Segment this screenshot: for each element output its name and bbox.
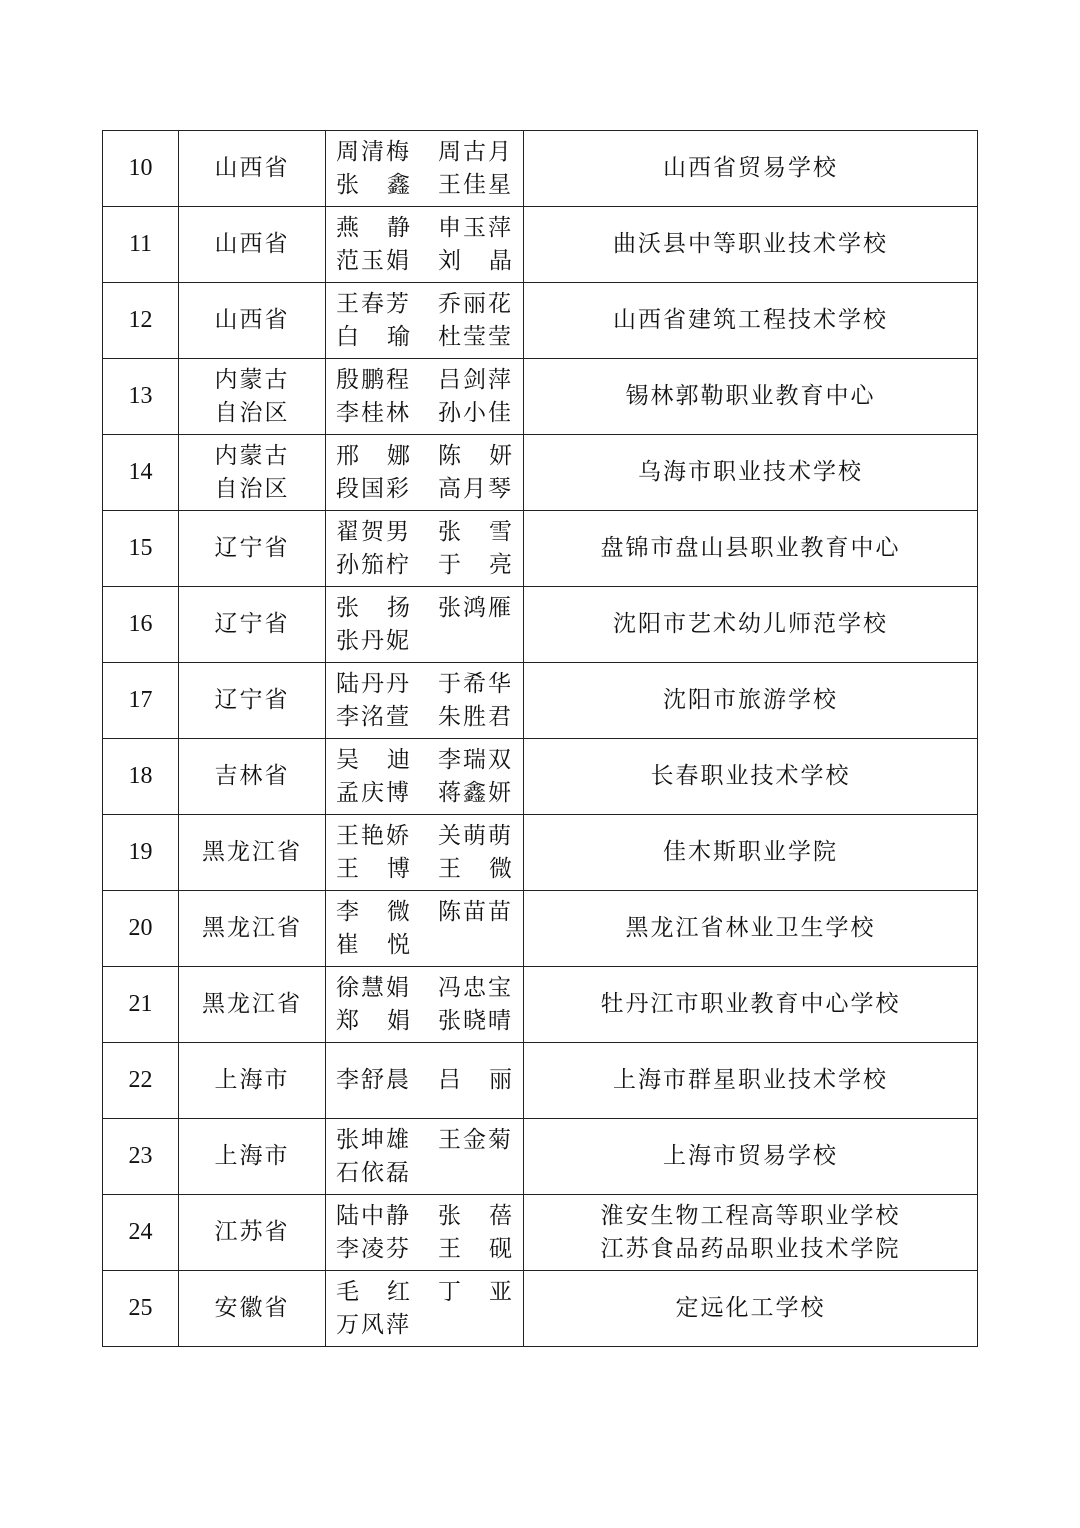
- person-name: 殷鹏程: [336, 366, 411, 393]
- person-name: 张 雪: [438, 518, 512, 545]
- names-cell: [326, 815, 524, 891]
- school-name: 上海市群星职业技术学校: [613, 1067, 888, 1093]
- person-name: 吕剑萍: [438, 366, 513, 393]
- person-name: 于 亮: [438, 551, 512, 578]
- person-name: 崔 悦: [336, 931, 410, 958]
- table-row: [103, 1195, 978, 1271]
- names-line: [336, 701, 523, 734]
- person-name: 张 扬: [336, 594, 410, 621]
- person-name: 陆中静: [336, 1202, 411, 1229]
- person-name: 丁 亚: [438, 1278, 512, 1305]
- person-name: 王 微: [438, 855, 512, 882]
- province-line: 江苏省: [214, 1219, 290, 1245]
- names-cell: [326, 1271, 524, 1347]
- school-cell: [524, 1119, 978, 1195]
- province-line: 上海市: [214, 1143, 290, 1169]
- school-name: 山西省建筑工程技术学校: [613, 307, 888, 333]
- person-name: 万风萍: [336, 1311, 411, 1338]
- school-name: 定远化工学校: [675, 1295, 826, 1321]
- table-row: [103, 587, 978, 663]
- school-cell: [524, 511, 978, 587]
- awards-table: [102, 130, 978, 1347]
- row-number: 23: [103, 1119, 179, 1195]
- table-row: [103, 359, 978, 435]
- person-name: 孙小佳: [438, 399, 513, 426]
- names-line: [336, 668, 523, 701]
- person-name: 范玉娟: [336, 247, 411, 274]
- table-row: [103, 435, 978, 511]
- table-row: [103, 1119, 978, 1195]
- province-line: 辽宁省: [214, 687, 290, 713]
- school-cell: [524, 1271, 978, 1347]
- school-name: 上海市贸易学校: [663, 1143, 838, 1169]
- school-cell: [524, 131, 978, 207]
- person-name: 乔丽花: [438, 290, 513, 317]
- school-cell: [524, 435, 978, 511]
- person-name: 张坤雄: [336, 1126, 411, 1153]
- person-name: 王金菊: [438, 1126, 513, 1153]
- school-cell: [524, 891, 978, 967]
- names-cell: [326, 1195, 524, 1271]
- person-name: 冯忠宝: [438, 974, 513, 1001]
- names-line: [336, 245, 523, 278]
- person-name: 段国彩: [336, 475, 411, 502]
- person-name: 王春芳: [336, 290, 411, 317]
- row-number: 25: [103, 1271, 179, 1347]
- school-name: 锡林郭勒职业教育中心: [625, 383, 876, 409]
- person-name: 周清梅: [336, 138, 411, 165]
- province-line: 自治区: [214, 399, 290, 426]
- province-cell: [179, 1043, 326, 1119]
- row-number: 24: [103, 1195, 179, 1271]
- school-cell: [524, 1043, 978, 1119]
- names-line: [336, 364, 523, 397]
- table-row: [103, 131, 978, 207]
- person-name: [438, 1309, 512, 1342]
- person-name: 陈苗苗: [438, 898, 513, 925]
- province-cell: [179, 283, 326, 359]
- person-name: 孟庆博: [336, 779, 411, 806]
- names-line: [336, 212, 523, 245]
- table-row: [103, 815, 978, 891]
- school-cell: [524, 359, 978, 435]
- names-line: [336, 1200, 523, 1233]
- names-line: [336, 1064, 523, 1097]
- row-number: 13: [103, 359, 179, 435]
- names-cell: [326, 587, 524, 663]
- province-cell: [179, 1119, 326, 1195]
- names-line: [336, 853, 523, 886]
- names-cell: [326, 663, 524, 739]
- person-name: 张丹妮: [336, 627, 411, 654]
- table-body: [103, 131, 978, 1347]
- person-name: 石依磊: [336, 1159, 411, 1186]
- row-number: 15: [103, 511, 179, 587]
- names-cell: [326, 359, 524, 435]
- person-name: 毛 红: [336, 1278, 410, 1305]
- school-name: 山西省贸易学校: [663, 155, 838, 181]
- province-cell: [179, 1271, 326, 1347]
- names-cell: [326, 739, 524, 815]
- person-name: 张鸿雁: [438, 594, 513, 621]
- person-name: 徐慧娟: [336, 974, 411, 1001]
- province-line: 黑龙江省: [202, 991, 302, 1017]
- names-line: [336, 136, 523, 169]
- province-line: 安徽省: [214, 1295, 290, 1321]
- province-line: 辽宁省: [214, 611, 290, 637]
- province-cell: [179, 967, 326, 1043]
- province-line: 内蒙古: [214, 442, 290, 469]
- school-cell: [524, 283, 978, 359]
- person-name: 李洺萱: [336, 703, 411, 730]
- province-line: 山西省: [214, 155, 290, 181]
- names-line: [336, 473, 523, 506]
- table-row: [103, 207, 978, 283]
- row-number: 18: [103, 739, 179, 815]
- person-name: 张 鑫: [336, 171, 410, 198]
- table-row: [103, 283, 978, 359]
- table-row: [103, 1271, 978, 1347]
- province-line: 辽宁省: [214, 535, 290, 561]
- province-cell: [179, 511, 326, 587]
- names-line: [336, 321, 523, 354]
- names-cell: [326, 891, 524, 967]
- person-name: 朱胜君: [438, 703, 513, 730]
- names-line: [336, 1005, 523, 1038]
- school-name: 黑龙江省林业卫生学校: [625, 915, 876, 941]
- row-number: 16: [103, 587, 179, 663]
- person-name: 刘 晶: [438, 247, 512, 274]
- school-cell: [524, 815, 978, 891]
- province-line: 黑龙江省: [202, 839, 302, 865]
- school-name: 长春职业技术学校: [650, 763, 851, 789]
- names-line: [336, 516, 523, 549]
- names-line: [336, 288, 523, 321]
- person-name: 王 博: [336, 855, 410, 882]
- province-cell: [179, 663, 326, 739]
- names-line: [336, 972, 523, 1005]
- names-cell: [326, 1043, 524, 1119]
- names-line: [336, 1276, 523, 1309]
- person-name: 郑 娟: [336, 1007, 410, 1034]
- names-cell: [326, 435, 524, 511]
- person-name: 李舒晨: [336, 1067, 411, 1093]
- school-name: 沈阳市艺术幼儿师范学校: [613, 611, 888, 637]
- province-cell: [179, 207, 326, 283]
- names-cell: [326, 283, 524, 359]
- names-line: [336, 549, 523, 582]
- person-name: 陆丹丹: [336, 670, 411, 697]
- person-name: 燕 静: [336, 214, 410, 241]
- row-number: 22: [103, 1043, 179, 1119]
- person-name: 王佳星: [438, 171, 513, 198]
- names-line: [336, 744, 523, 777]
- names-line: [336, 592, 523, 625]
- person-name: 李瑞双: [438, 746, 513, 773]
- person-name: 李凌芬: [336, 1235, 411, 1262]
- province-line: 吉林省: [214, 763, 290, 789]
- person-name: 李桂林: [336, 399, 411, 426]
- province-cell: [179, 739, 326, 815]
- province-cell: [179, 359, 326, 435]
- school-cell: [524, 1195, 978, 1271]
- names-line: [336, 1309, 523, 1342]
- province-line: 黑龙江省: [202, 915, 302, 941]
- names-line: [336, 169, 523, 202]
- row-number: 21: [103, 967, 179, 1043]
- province-cell: [179, 891, 326, 967]
- row-number: 14: [103, 435, 179, 511]
- names-line: [336, 777, 523, 810]
- names-line: [336, 397, 523, 430]
- row-number: 11: [103, 207, 179, 283]
- person-name: 于希华: [438, 670, 513, 697]
- person-name: 陈 妍: [438, 442, 512, 469]
- person-name: 翟贺男: [336, 518, 411, 545]
- school-name: 佳木斯职业学院: [663, 839, 838, 865]
- row-number: 17: [103, 663, 179, 739]
- row-number: 19: [103, 815, 179, 891]
- school-name: 江苏食品药品职业技术学院: [600, 1235, 901, 1262]
- province-line: 山西省: [214, 231, 290, 257]
- school-cell: [524, 739, 978, 815]
- names-line: [336, 1157, 523, 1190]
- province-line: 山西省: [214, 307, 290, 333]
- school-name: 曲沃县中等职业技术学校: [613, 231, 888, 257]
- person-name: 吕 丽: [438, 1067, 512, 1093]
- school-cell: [524, 587, 978, 663]
- person-name: [438, 929, 512, 962]
- row-number: 20: [103, 891, 179, 967]
- person-name: 周古月: [438, 138, 513, 165]
- province-cell: [179, 435, 326, 511]
- table-row: [103, 891, 978, 967]
- person-name: 杜莹莹: [438, 323, 513, 350]
- table-row: [103, 967, 978, 1043]
- school-cell: [524, 967, 978, 1043]
- names-cell: [326, 207, 524, 283]
- names-line: [336, 440, 523, 473]
- province-line: 自治区: [214, 475, 290, 502]
- school-cell: [524, 663, 978, 739]
- names-line: [336, 896, 523, 929]
- person-name: [438, 625, 512, 658]
- person-name: 关萌萌: [438, 822, 513, 849]
- school-cell: [524, 207, 978, 283]
- names-line: [336, 1124, 523, 1157]
- names-line: [336, 820, 523, 853]
- school-name: 淮安生物工程高等职业学校: [600, 1202, 901, 1229]
- person-name: 蒋鑫妍: [438, 779, 513, 806]
- names-line: [336, 929, 523, 962]
- person-name: 张 蓓: [438, 1202, 512, 1229]
- province-cell: [179, 587, 326, 663]
- names-cell: [326, 131, 524, 207]
- names-line: [336, 1233, 523, 1266]
- province-cell: [179, 815, 326, 891]
- person-name: 高月琴: [438, 475, 513, 502]
- person-name: 王艳娇: [336, 822, 411, 849]
- person-name: 吴 迪: [336, 746, 410, 773]
- school-name: 乌海市职业技术学校: [638, 459, 863, 485]
- person-name: [438, 1157, 512, 1190]
- names-line: [336, 625, 523, 658]
- province-line: 上海市: [214, 1067, 290, 1093]
- person-name: 邢 娜: [336, 442, 410, 469]
- school-name: 沈阳市旅游学校: [663, 687, 838, 713]
- table-row: [103, 511, 978, 587]
- table-row: [103, 663, 978, 739]
- school-name: 盘锦市盘山县职业教育中心: [600, 535, 901, 561]
- person-name: 张晓晴: [438, 1007, 513, 1034]
- table-row: [103, 1043, 978, 1119]
- row-number: 10: [103, 131, 179, 207]
- province-cell: [179, 1195, 326, 1271]
- names-cell: [326, 967, 524, 1043]
- person-name: 李 微: [336, 898, 410, 925]
- names-cell: [326, 511, 524, 587]
- names-cell: [326, 1119, 524, 1195]
- person-name: 白 瑜: [336, 323, 410, 350]
- row-number: 12: [103, 283, 179, 359]
- person-name: 孙笳柠: [336, 551, 411, 578]
- person-name: 王 砚: [438, 1235, 512, 1262]
- school-name: 牡丹江市职业教育中心学校: [600, 991, 901, 1017]
- province-cell: [179, 131, 326, 207]
- province-line: 内蒙古: [214, 366, 290, 393]
- table-row: [103, 739, 978, 815]
- person-name: 申玉萍: [438, 214, 513, 241]
